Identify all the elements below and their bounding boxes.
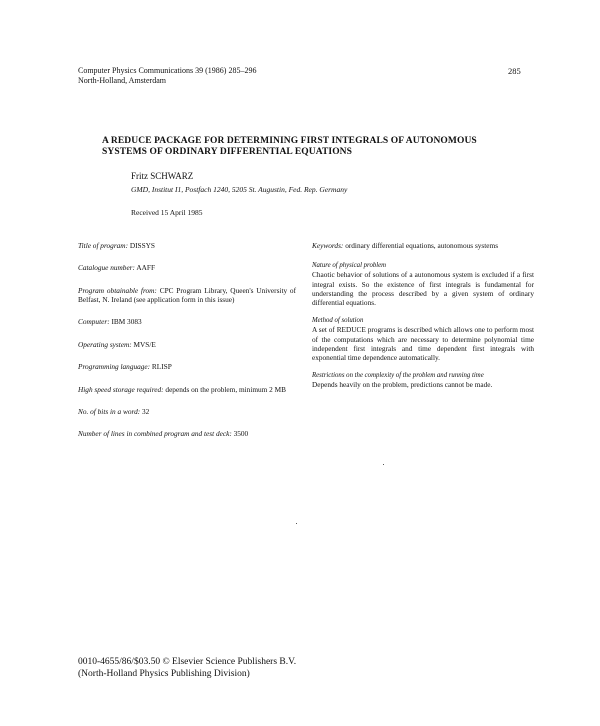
catalogue-number-label: Catalogue number:	[78, 263, 135, 273]
page-number: 285	[508, 66, 521, 76]
method-of-solution-heading: Method of solution	[312, 317, 364, 325]
program-obtainable-label: Program obtainable from:	[78, 285, 157, 295]
storage-value: depends on the problem, minimum 2 MB	[165, 384, 287, 394]
storage-label: High speed storage required:	[78, 384, 164, 394]
article-title	[102, 136, 522, 158]
entry-catalogue-number	[78, 263, 296, 272]
title-of-program-label: Title of program:	[78, 241, 129, 250]
entry-bits-in-word	[78, 407, 296, 416]
entry-number-of-lines	[78, 429, 296, 438]
footer-line-2: (North-Holland Physics Publishing Division)	[78, 669, 250, 679]
number-of-lines-label: Number of lines in combined program and test deck:	[78, 429, 232, 439]
keywords-label: Keywords:	[312, 241, 344, 250]
journal-citation	[78, 66, 256, 86]
scan-speck	[383, 464, 384, 465]
restrictions-section	[312, 371, 534, 389]
operating-system-value: MVS/E	[133, 339, 156, 349]
author-affiliation: GMD, Institut I1, Postfach 1240, 5205 St. Augustin, Fed. Rep. Germany	[131, 185, 348, 194]
catalogue-number-value: AAFF	[136, 263, 156, 273]
title-line-1: A REDUCE PACKAGE FOR DETERMINING FIRST INTEGRALS OF AUTONOMOUS	[102, 136, 477, 146]
program-obtainable-value: CPC Program Library, Queen's University of Belfast, N. Ireland (see application form in this issue)	[78, 285, 297, 304]
scan-speck	[296, 523, 297, 524]
entry-programming-language	[78, 362, 296, 371]
number-of-lines-value: 3500	[233, 429, 249, 439]
journal-line-1: Computer Physics Communications 39 (1986) 285–296	[78, 66, 257, 75]
title-line-2: SYSTEMS OF ORDINARY DIFFERENTIAL EQUATIONS	[102, 147, 353, 157]
entry-computer	[78, 317, 296, 326]
keywords-value: ordinary differential equations, autonomous systems	[345, 241, 499, 250]
restrictions-heading: Restrictions on the complexity of the problem and running time	[312, 372, 484, 380]
bits-in-word-label: No. of bits in a word:	[78, 406, 141, 416]
received-date: Received 15 April 1985	[131, 208, 203, 217]
entry-storage	[78, 385, 296, 394]
programming-language-label: Programming language:	[78, 362, 151, 372]
entry-title-of-program	[78, 241, 296, 250]
operating-system-label: Operating system:	[78, 339, 132, 349]
author-name: Fritz SCHWARZ	[131, 171, 194, 181]
keywords-entry	[312, 241, 534, 250]
copyright-footer	[78, 656, 296, 680]
bits-in-word-value: 32	[142, 406, 150, 416]
entry-program-obtainable	[78, 286, 296, 304]
description-column	[312, 241, 534, 399]
method-of-solution-text: A set of REDUCE programs is described which allows one to perform most of the computations which are necessary to determine polynomial time independent first integrals and time dependent first integrals with exponential time dependence automatically.	[312, 325, 534, 363]
journal-line-2: North-Holland, Amsterdam	[78, 76, 166, 85]
entry-operating-system	[78, 340, 296, 349]
nature-of-problem-section	[312, 261, 534, 307]
title-of-program-value: DISSYS	[129, 241, 155, 250]
footer-line-1: 0010-4655/86/$03.50 © Elsevier Science Publishers B.V.	[78, 657, 297, 667]
restrictions-text: Depends heavily on the problem, predictions cannot be made.	[312, 380, 493, 390]
computer-value: IBM 3083	[111, 317, 142, 327]
computer-label: Computer:	[78, 317, 110, 327]
nature-of-problem-text: Chaotic behavior of solutions of a autonomous system is excluded if a first integral exists. So the existence of first integrals is fundamental for understanding the process described by a given system of ordinary differential equations.	[312, 270, 534, 308]
program-summary-column	[78, 241, 296, 452]
method-of-solution-section	[312, 316, 534, 362]
nature-of-problem-heading: Nature of physical problem	[312, 262, 387, 270]
programming-language-value: RLISP	[151, 362, 172, 372]
